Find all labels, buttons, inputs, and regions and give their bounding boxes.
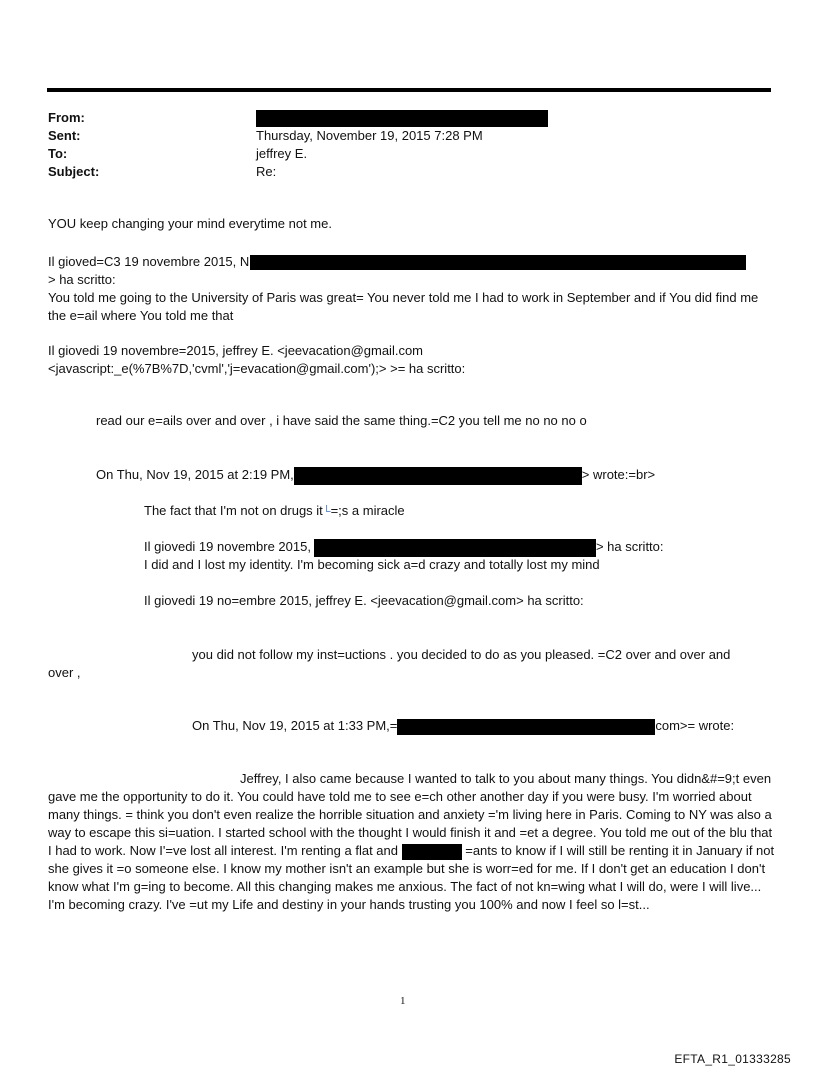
body-line: On Thu, Nov 19, 2015 at 1:33 PM,= com>= wrote: [192, 718, 735, 733]
redaction-block [402, 844, 462, 860]
body-line: Il giovedi 19 novembre 2015, > ha scritto: [144, 538, 664, 557]
redaction-block [314, 539, 596, 557]
body-line: <javascript:_e(%7B%7D,'cvml','j=evacation@gmail.com');> >= ha scritto: [48, 361, 466, 376]
body-line: The fact that I'm not on drugs it└=;s a miracle [144, 503, 405, 518]
body-paragraph: Jeffrey, I also came because I wanted to talk to you about many things. You didn&#=9;t even gave me the opportunity to do it. You could have told me to see e=ch other another day if you were busy. I'm worried about many things. = think you don't even realize the horrible situation and anxiety ='m living here in Paris. Coming to NY was also a way to escape this si=uation. I started school with the thought I would finish it and =et a degree. You told me out of the blu that I had to work. Now I'=ve lost all interest. I'm renting a flat and =ants to know if I will still be renting it in January if not she gives it =o someone else. I know my mother isn't an example but she is worr=ed for me. If I don't get an education I don't know what I'm g=ing to become. All this changing makes me anxious. The fact of not kn=wing what I will do, were I will live... I'm becoming crazy. I've =ut my Life and destiny in your hands trusting you 100% and now I feel so l=st... [48, 771, 775, 912]
sent-label: Sent: [48, 128, 81, 143]
body-line: YOU keep changing your mind everytime not me. [48, 216, 332, 231]
body-line: On Thu, Nov 19, 2015 at 2:19 PM, > wrote:=br> [96, 466, 655, 485]
page-number: 1 [400, 995, 406, 1007]
header-rule [47, 88, 771, 92]
redaction-block [256, 110, 548, 127]
from-label: From: [48, 110, 85, 125]
body-line: read our e=ails over and over , i have said the same thing.=C2 you tell me no no no o [96, 413, 587, 428]
body-line: you did not follow my inst=uctions . you decided to do as you pleased. =C2 over and over and [192, 647, 731, 662]
body-line: Il gioved=C3 19 novembre 2015, N [48, 253, 746, 271]
sent-value: Thursday, November 19, 2015 7:28 PM [256, 128, 483, 143]
body-line: > ha scritto: [48, 272, 116, 287]
body-line: Il giovedi 19 no=embre 2015, jeffrey E. <jeevacation@gmail.com> ha scritto: [144, 593, 584, 608]
subject-label: Subject: [48, 164, 100, 179]
redaction-block [397, 719, 655, 735]
body-line: I did and I lost my identity. I'm becoming sick a=d crazy and totally lost my mind [144, 557, 600, 572]
redaction-block [250, 255, 746, 270]
subject-value: Re: [256, 164, 277, 179]
document-id: EFTA_R1_01333285 [674, 1052, 791, 1066]
redaction-block [294, 467, 582, 485]
body-line: over , [48, 665, 81, 680]
body-line: Il giovedi 19 novembre=2015, jeffrey E. <jeevacation@gmail.com [48, 343, 424, 358]
body-paragraph: You told me going to the University of Paris was great= You never told me I had to work in September and if You did find me the e=ail where You told me that [48, 290, 759, 323]
to-label: To: [48, 146, 68, 161]
to-value: jeffrey E. [256, 146, 308, 161]
